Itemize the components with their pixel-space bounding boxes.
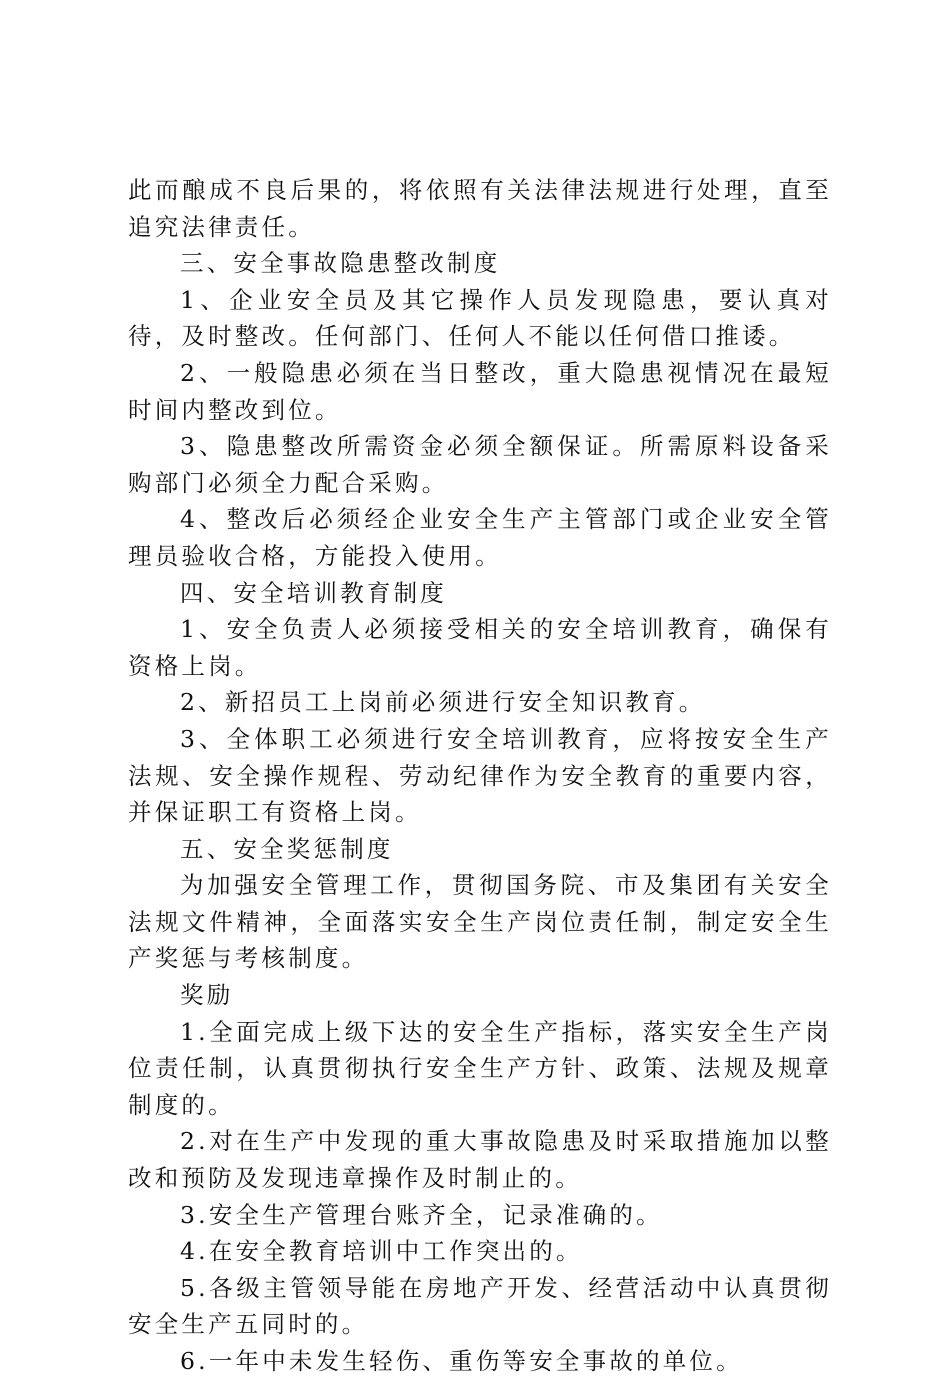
reward-item: 3.安全生产管理台账齐全，记录准确的。	[180, 1200, 663, 1229]
paragraph: 1、安全负责人必须接受相关的安全培训教育，确保有资格上岗。	[128, 615, 832, 680]
paragraph: 4、整改后必须经企业安全生产主管部门或企业安全管理员验收合格，方能投入使用。	[128, 505, 832, 570]
paragraph: 2、一般隐患必须在当日整改，重大隐患视情况在最短时间内整改到位。	[128, 358, 832, 424]
reward-item: 5.各级主管领导能在房地产开发、经营活动中认真贯彻安全生产五同时的。	[128, 1273, 832, 1339]
paragraph: 2、新招员工上岗前必须进行安全知识教育。	[180, 688, 706, 717]
reward-item: 4.在安全教育培训中工作突出的。	[180, 1237, 583, 1266]
section-heading: 五、安全奖惩制度	[180, 834, 394, 863]
paragraph: 3、全体职工必须进行安全培训教育，应将按安全生产法规、安全操作规程、劳动纪律作为安全教育的重要内容，并保证职工有资格上岗。	[128, 724, 832, 827]
section-heading: 四、安全培训教育制度	[180, 578, 447, 607]
paragraph: 此而酿成不良后果的，将依照有关法律法规进行处理，直至追究法律责任。	[128, 176, 832, 241]
paragraph: 1、企业安全员及其它操作人员发现隐患，要认真对待，及时整改。任何部门、任何人不能以任何借口推诿。	[128, 285, 832, 351]
paragraph: 3、隐患整改所需资金必须全额保证。所需原料设备采购部门必须全力配合采购。	[128, 432, 832, 497]
paragraph: 为加强安全管理工作，贯彻国务院、市及集团有关安全法规文件精神，全面落实安全生产岗位责任制，制定安全生产奖惩与考核制度。	[128, 871, 832, 973]
document-page	[128, 172, 832, 1380]
reward-item: 1.全面完成上级下达的安全生产指标，落实安全生产岗位责任制，认真贯彻执行安全生产方针、政策、法规及规章制度的。	[128, 1017, 832, 1119]
reward-item: 2.对在生产中发现的重大事故隐患及时采取措施加以整改和预防及发现违章操作及时制止的。	[128, 1127, 832, 1193]
reward-item: 6.一年中未发生轻伤、重伤等安全事故的单位。	[180, 1347, 743, 1375]
section-heading: 三、安全事故隐患整改制度	[180, 249, 501, 278]
subsection-heading: 奖励	[180, 981, 234, 1010]
